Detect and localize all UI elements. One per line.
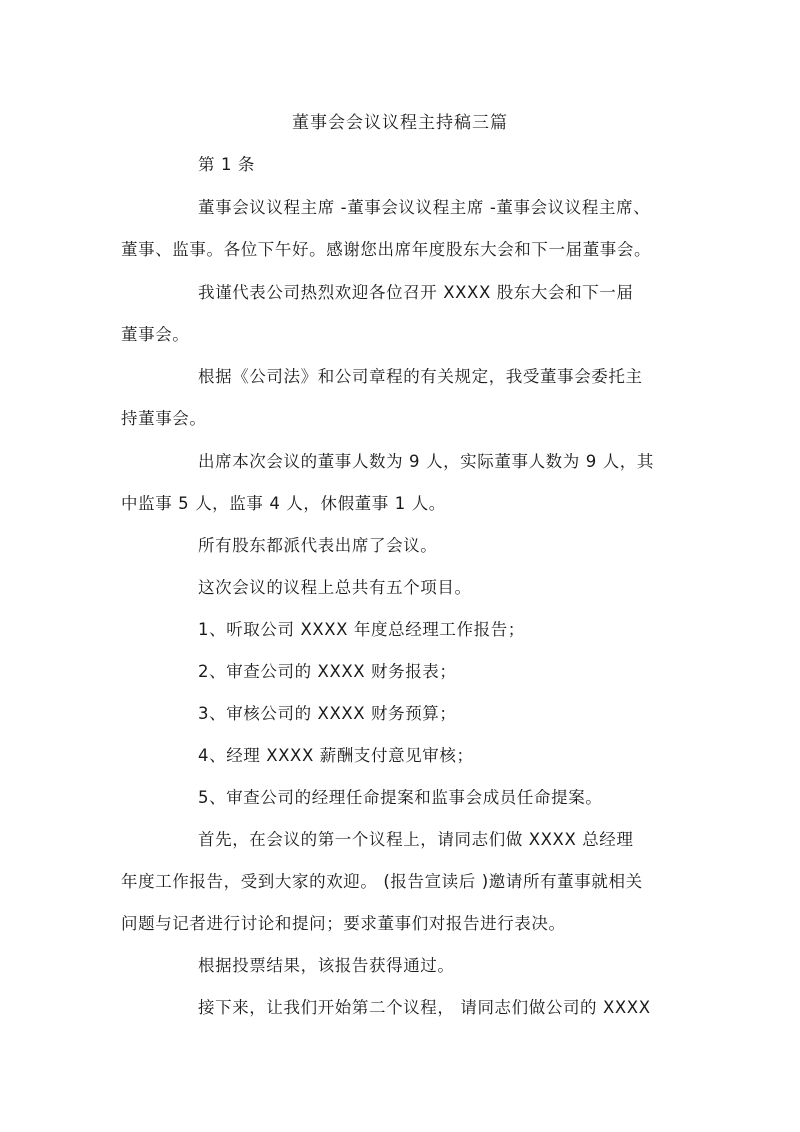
document-title: 董事会会议议程主持稿三篇 bbox=[292, 113, 508, 133]
paragraph-line: 出席本次会议的董事人数为 9 人，实际董事人数为 9 人，其 bbox=[198, 452, 654, 471]
paragraph-line: 这次会议的议程上总共有五个项目。 bbox=[198, 578, 472, 597]
agenda-item: 2、审查公司的 XXXX 财务报表； bbox=[198, 662, 457, 681]
paragraph-line: 接下来，让我们开始第二个议程， 请同志们做公司的 XXXX bbox=[198, 998, 651, 1017]
paragraph-line: 持董事会。 bbox=[121, 409, 207, 428]
agenda-item: 1、听取公司 XXXX 年度总经理工作报告； bbox=[198, 620, 525, 639]
paragraph-line: 根据投票结果，该报告获得通过。 bbox=[198, 956, 455, 975]
paragraph-line: 董事、监事。各位下午好。感谢您出席年度股东大会和下一届董事会。 bbox=[121, 240, 652, 259]
agenda-item: 4、经理 XXXX 薪酬支付意见审核； bbox=[198, 746, 474, 765]
paragraph-line: 所有股东都派代表出席了会议。 bbox=[198, 536, 438, 555]
agenda-item: 5、审查公司的经理任命提案和监事会成员任命提案。 bbox=[198, 788, 603, 807]
paragraph-line: 年度工作报告，受到大家的欢迎。 (报告宣读后 )邀请所有董事就相关 bbox=[121, 872, 643, 891]
paragraph-line: 董事会议议程主席 -董事会议议程主席 -董事会议议程主席、 bbox=[198, 198, 651, 217]
section-heading: 第 1 条 bbox=[198, 155, 255, 174]
paragraph-line: 中监事 5 人，监事 4 人，休假董事 1 人。 bbox=[121, 494, 446, 513]
paragraph-line: 我谨代表公司热烈欢迎各位召开 XXXX 股东大会和下一届 bbox=[198, 283, 634, 302]
agenda-item: 3、审核公司的 XXXX 财务预算； bbox=[198, 704, 457, 723]
paragraph-line: 首先，在会议的第一个议程上，请同志们做 XXXX 总经理 bbox=[198, 830, 634, 849]
paragraph-line: 问题与记者进行讨论和提问；要求董事们对报告进行表决。 bbox=[121, 914, 566, 933]
paragraph-line: 董事会。 bbox=[121, 325, 190, 344]
paragraph-line: 根据《公司法》和公司章程的有关规定，我受董事会委托主 bbox=[198, 367, 643, 386]
